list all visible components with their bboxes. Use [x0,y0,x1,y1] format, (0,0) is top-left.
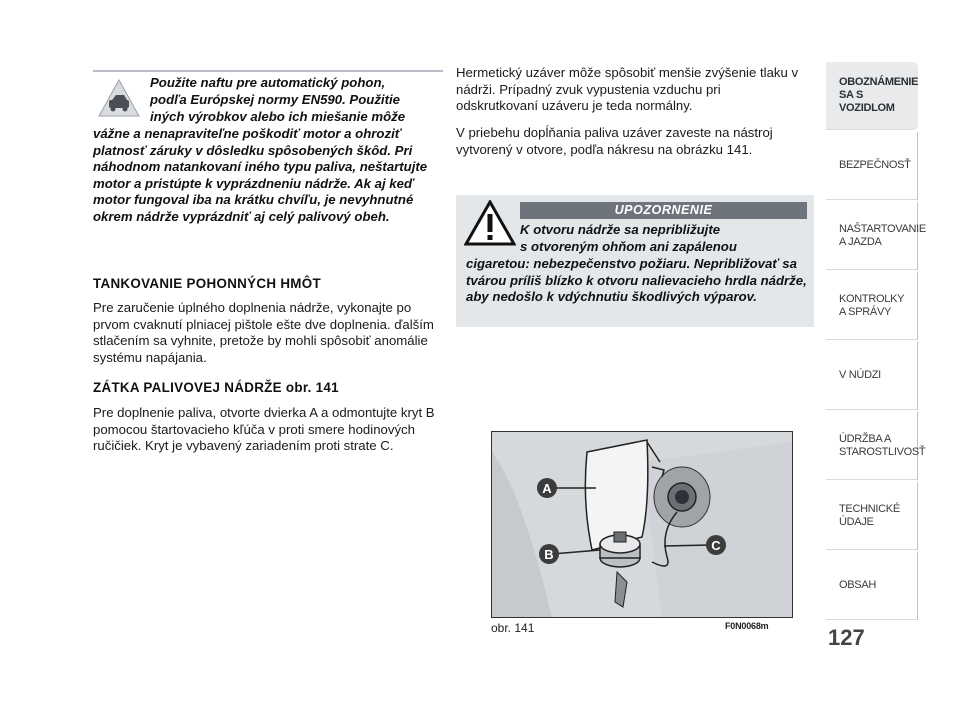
section-text-refueling: Pre zaručenie úplného doplnenia nádrže, vykonajte po prvom cvaknutí plniacej pištole ešte dve doplnenia. ďalším stlačením sa vyhnite, pretože by mohli spôsobiť anomálie systému napájania. [93,300,434,365]
chapter-tab-label: BEZPEČNOSŤ [839,159,911,171]
chapter-tab-label: TECHNICKÉ ÚDAJE [839,502,900,528]
note-line-1: Použite naftu pre automatický pohon, [150,75,386,90]
page-number: 127 [828,625,865,650]
note-divider [93,70,443,72]
chapter-tab-label: OBOZNÁMENIE SA S VOZIDLOM [839,76,919,114]
fuel-cap-illustration [491,431,793,618]
note-line-2: podľa Európskej normy EN590. Použitie [150,92,400,107]
label-a: A [542,481,552,496]
note-line-3: iných výrobkov alebo ich miešanie môže [150,109,406,124]
chapter-tab-label: NAŠTARTOVANIE A JAZDA [839,222,926,248]
chapter-tab-4[interactable] [826,342,918,410]
figure-code: F0N0068m [725,621,769,631]
label-c: C [711,538,721,553]
fuel-warning-icon [97,78,141,118]
warning-line-1: K otvoru nádrže sa nepribližujte [520,222,721,237]
chapter-tab-label: V NÚDZI [839,369,881,381]
chapter-tab-2[interactable] [826,202,926,270]
chapter-tab-6[interactable] [826,482,918,550]
section-text-fuel-cap: Pre doplnenie paliva, otvorte dvierka A a odmontujte kryt B pomocou štartovacieho kľúča v proti smere hodinových ručičiek. Kryt je vybavený zariadením proti strate C. [93,405,435,454]
label-b: B [544,547,554,562]
warning-triangle-icon [464,200,516,246]
chapter-tab-7[interactable] [826,552,918,620]
paragraph-hermetic-cap: Hermetický uzáver môže spôsobiť menšie zvýšenie tlaku v nádrži. Prípadný zvuk vypustenia vzduchu pri odskrutkovaní uzáveru je teda normálny. [456,65,799,114]
fuel-cap-drawing [492,432,792,617]
chapter-tab-3[interactable] [826,272,918,340]
warning-header: UPOZORNENIE [520,202,807,219]
section-title-fuel-cap: ZÁTKA PALIVOVEJ NÁDRŽE obr. 141 [93,380,339,395]
chapter-tab-1[interactable] [826,132,918,200]
chapter-tab-0[interactable] [826,62,918,130]
chapter-tab-label: OBSAH [839,579,877,591]
note-body: vážne a nenapraviteľne poškodiť motor a ohroziť platnosť záruky v dôsledku spôsobených škôd. Pri náhodnom natankovaní iného typu paliva, neštartujte motor a pristúpte k vyprázdneniu nádrže. Ak aj keď motor fungoval iba na krátku chvíľu, je nevyhnutné okrem nádrže vyprázdniť aj celý palivový obeh. [93,126,428,224]
figure-caption: obr. 141 [491,621,535,635]
warning-line-2: s otvoreným ohňom ani zapálenou [520,239,737,254]
section-title-refueling: TANKOVANIE POHONNÝCH HMÔT [93,276,321,291]
chapter-tab-5[interactable] [826,412,926,480]
warning-body: cigaretou: nebezpečenstvo požiaru. Nepribližovať sa tvárou príliš blízko k otvoru nalievacieho hrdla nádrže, aby nedošlo k vdýchnutiu škodlivých výparov. [466,256,807,305]
chapter-tab-label: KONTROLKY A SPRÁVY [839,292,905,318]
chapter-tab-label: ÚDRŽBA A STAROSTLIVOSŤ [839,432,926,458]
paragraph-hang-cap: V priebehu dopĺňania paliva uzáver zaveste na nástroj vytvorený v otvore, podľa nákresu na obrázku 141. [456,125,773,157]
